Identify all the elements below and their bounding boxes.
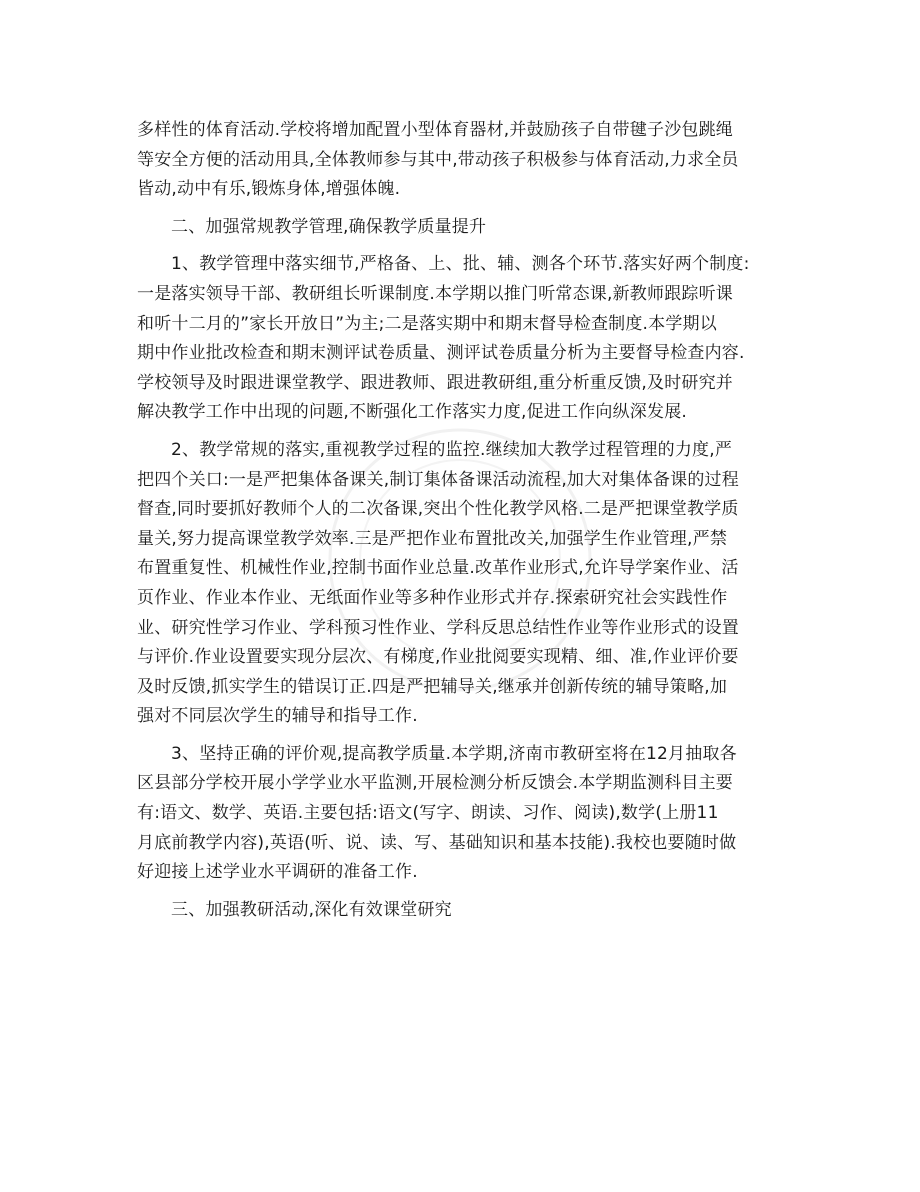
paragraph-start: 2、教学常规的落实,重视教学过程的监控.继续加大教学过程管理的力度,严 xyxy=(171,439,733,460)
text-line: 和听十二月的”家长开放日”为主;二是落实期中和期末督导检查制度.本学期以 xyxy=(137,313,717,334)
text-line: 及时反馈,抓实学生的错误订正.四是严把辅导关,继承并创新传统的辅导策略,加 xyxy=(137,676,728,697)
paragraph-start: 3、坚持正确的评价观,提高教学质量.本学期,济南市教研室将在12月抽取各 xyxy=(171,743,737,764)
text-line: 布置重复性、机械性作业,控制书面作业总量.改革作业形式,允许导学案作业、活 xyxy=(137,558,739,579)
text-line: 皆动,动中有乐,锻炼身体,增强体魄. xyxy=(137,179,401,200)
text-line: 页作业、作业本作业、无纸面作业等多种作业形式并存.探索研究社会实践性作 xyxy=(137,587,728,608)
text-line: 与评价.作业设置要实现分层次、有梯度,作业批阅要实现精、细、准,作业评价要 xyxy=(137,647,739,668)
text-line: 业、研究性学习作业、学科预习性作业、学科反思总结性作业等作业形式的设置 xyxy=(137,617,739,638)
text-line: 好迎接上述学业水平调研的准备工作. xyxy=(137,862,418,883)
text-line: 月底前教学内容),英语(听、说、读、写、基础知识和基本技能).我校也要随时做 xyxy=(137,832,737,853)
text-line: 解决教学工作中出现的问题,不断强化工作落实力度,促进工作向纵深发展. xyxy=(137,402,688,423)
document-body xyxy=(137,116,787,925)
text-line: 一是落实领导干部、教研组长听课制度.本学期以推门听常态课,新教师跟踪听课 xyxy=(137,283,734,304)
text-line: 期中作业批改检查和期末测评试卷质量、测评试卷质量分析为主要督导检查内容. xyxy=(137,343,745,364)
paragraph-start: 1、教学管理中落实细节,严格备、上、批、辅、测各个环节.落实好两个制度: xyxy=(171,254,750,275)
text-line: 区县部分学校开展小学学业水平监测,开展检测分析反馈会.本学期监测科目主要 xyxy=(137,773,734,794)
text-line: 有:语文、数学、英语.主要包括:语文(写字、朗读、习作、阅读),数学(上册11 xyxy=(137,803,719,824)
text-line: 量关,努力提高课堂教学效率.三是严把作业布置批改关,加强学生作业管理,严禁 xyxy=(137,528,728,549)
text-line: 多样性的体育活动.学校将增加配置小型体育器材,并鼓励孩子自带毽子沙包跳绳 xyxy=(137,120,734,140)
text-line: 把四个关口:一是严把集体备课关,制订集体备课活动流程,加大对集体备课的过程 xyxy=(137,469,739,490)
text-line: 等安全方便的活动用具,全体教师参与其中,带动孩子积极参与体育活动,力求全员 xyxy=(137,149,739,170)
section-heading: 二、加强常规教学管理,确保教学质量提升 xyxy=(171,216,487,237)
section-heading: 三、加强教研活动,深化有效课堂研究 xyxy=(171,899,452,920)
text-line: 学校领导及时跟进课堂教学、跟进教师、跟进教研组,重分析重反馈,及时研究并 xyxy=(137,372,734,393)
text-line: 督查,同时要抓好教师个人的二次备课,突出个性化教学风格.二是严把课堂教学质 xyxy=(137,499,739,520)
text-line: 强对不同层次学生的辅导和指导工作. xyxy=(137,706,418,727)
